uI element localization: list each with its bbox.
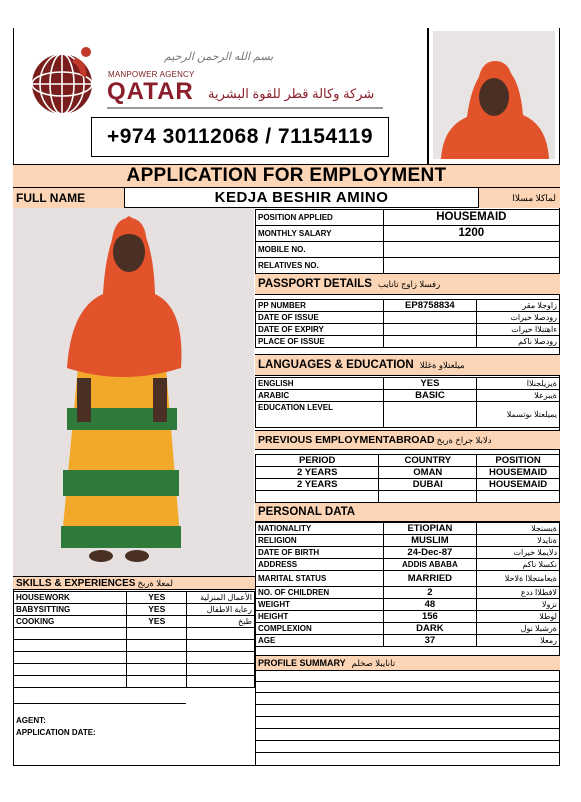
agency-logo bbox=[28, 44, 388, 116]
position-cell bbox=[477, 491, 560, 503]
table-header-row bbox=[256, 455, 560, 467]
height-arabic: لوطلا bbox=[477, 611, 560, 623]
address-value: ADDIS ABABA bbox=[383, 559, 477, 571]
table-row bbox=[256, 599, 560, 611]
personal-data-table bbox=[255, 522, 560, 647]
salary-label: MONTHLY SALARY bbox=[256, 226, 384, 242]
religion-label: RELIGION bbox=[256, 535, 384, 547]
table-row bbox=[256, 491, 560, 503]
cooking-arabic: طبخ bbox=[187, 616, 255, 628]
logo-underline bbox=[107, 107, 383, 109]
complexion-value: DARK bbox=[383, 623, 477, 635]
table-row bbox=[14, 604, 255, 616]
agency-name: QATAR bbox=[107, 78, 194, 105]
cooking-value: YES bbox=[127, 616, 187, 628]
phone-number: +974 30112068 / 71154119 bbox=[91, 117, 389, 157]
period-cell bbox=[256, 491, 379, 503]
skills-table bbox=[13, 591, 255, 688]
table-row bbox=[256, 258, 560, 274]
housework-value: YES bbox=[127, 592, 187, 604]
table-row bbox=[256, 623, 560, 635]
passport-section-header bbox=[255, 273, 560, 295]
table-row bbox=[256, 300, 560, 312]
mobile-value bbox=[383, 242, 559, 258]
relatives-value bbox=[383, 258, 559, 274]
address-label: ADDRESS bbox=[256, 559, 384, 571]
passport-table bbox=[255, 299, 560, 348]
table-row bbox=[14, 664, 255, 676]
complexion-arabic: ةرشبلا نول bbox=[477, 623, 560, 635]
languages-section-header bbox=[255, 354, 560, 376]
age-value: 37 bbox=[383, 635, 477, 647]
table-row bbox=[256, 559, 560, 571]
pp-number-label: PP NUMBER bbox=[256, 300, 384, 312]
mobile-label: MOBILE NO. bbox=[256, 242, 384, 258]
table-row bbox=[14, 676, 255, 688]
english-arabic: ةيزيلجنلاا bbox=[477, 378, 560, 390]
table-row bbox=[256, 571, 560, 587]
profile-line bbox=[255, 704, 560, 705]
issue-place-value bbox=[383, 336, 477, 348]
previous-employment-table bbox=[255, 454, 560, 503]
position-cell: HOUSEMAID bbox=[477, 479, 560, 491]
position-cell: HOUSEMAID bbox=[477, 467, 560, 479]
position-table bbox=[255, 209, 560, 274]
full-name-arabic-label: لماكلا مسلاا bbox=[478, 188, 560, 208]
nationality-arabic: ةيسنجلا bbox=[477, 523, 560, 535]
marital-status-label: MARITAL STATUS bbox=[256, 571, 384, 587]
profile-summary-title-arabic: تانايبلا صخلم bbox=[351, 657, 396, 668]
profile-summary-section-header bbox=[255, 655, 560, 671]
dob-value: 24-Dec-87 bbox=[383, 547, 477, 559]
nationality-label: NATIONALITY bbox=[256, 523, 384, 535]
table-row bbox=[256, 402, 560, 428]
country-cell bbox=[379, 491, 477, 503]
pp-number-value: EP8758834 bbox=[383, 300, 477, 312]
issue-place-arabic: رودصلا ناكم bbox=[477, 336, 560, 348]
personal-data-section-header bbox=[255, 502, 560, 522]
table-row bbox=[256, 523, 560, 535]
full-name-value: KEDJA BESHIR AMINO bbox=[214, 189, 389, 206]
children-label: NO. OF CHILDREN bbox=[256, 587, 384, 599]
previous-employment-title: PREVIOUS EMPLOYMENTABROAD bbox=[258, 434, 435, 446]
profile-line bbox=[255, 692, 560, 693]
babysitting-value: YES bbox=[127, 604, 187, 616]
weight-value: 48 bbox=[383, 599, 477, 611]
issue-date-arabic: رودصلا خيرات bbox=[477, 312, 560, 324]
applicant-portrait-photo bbox=[433, 31, 555, 159]
country-cell: DUBAI bbox=[379, 479, 477, 491]
profile-line bbox=[255, 740, 560, 741]
expiry-date-arabic: ءاهتنلاا خيرات bbox=[477, 324, 560, 336]
table-row bbox=[256, 535, 560, 547]
issue-date-value bbox=[383, 312, 477, 324]
profile-summary-title: PROFILE SUMMARY bbox=[258, 658, 346, 668]
address-arabic: نكسلا ناكم bbox=[477, 559, 560, 571]
table-row bbox=[256, 479, 560, 491]
full-name-label: FULL NAME bbox=[13, 188, 125, 208]
babysitting-arabic: رعاية الاطفال bbox=[187, 604, 255, 616]
nationality-value: ETIOPIAN bbox=[383, 523, 477, 535]
skills-line bbox=[13, 703, 186, 704]
english-label: ENGLISH bbox=[256, 378, 384, 390]
babysitting-label: BABYSITTING bbox=[14, 604, 127, 616]
country-cell: OMAN bbox=[379, 467, 477, 479]
issue-date-label: DATE OF ISSUE bbox=[256, 312, 384, 324]
header-divider bbox=[427, 28, 429, 164]
age-label: AGE bbox=[256, 635, 384, 647]
bismillah-text: بسم الله الرحمن الرحيم bbox=[164, 51, 274, 63]
table-row bbox=[256, 210, 560, 226]
table-row bbox=[256, 378, 560, 390]
table-row bbox=[14, 640, 255, 652]
period-cell: 2 YEARS bbox=[256, 479, 379, 491]
table-row bbox=[256, 324, 560, 336]
skills-title: SKILLS & EXPERIENCES bbox=[16, 577, 136, 589]
applicant-full-body-photo bbox=[13, 208, 254, 576]
table-row bbox=[256, 336, 560, 348]
height-label: HEIGHT bbox=[256, 611, 384, 623]
arabic-value: BASIC bbox=[383, 390, 477, 402]
issue-place-label: PLACE OF ISSUE bbox=[256, 336, 384, 348]
education-arabic: يميلعتلا ىوتسملا bbox=[477, 402, 560, 428]
column-divider bbox=[255, 576, 256, 766]
arabic-arabic: ةيبرعلا bbox=[477, 390, 560, 402]
height-value: 156 bbox=[383, 611, 477, 623]
profile-line bbox=[255, 752, 560, 753]
position-value: HOUSEMAID bbox=[383, 210, 559, 226]
education-label: EDUCATION LEVEL bbox=[256, 402, 384, 428]
languages-title-arabic: ميلعتلاو ةغللا bbox=[419, 359, 465, 370]
agency-subtitle: MANPOWER AGENCY bbox=[108, 70, 195, 79]
housework-label: HOUSEWORK bbox=[14, 592, 127, 604]
children-value: 2 bbox=[383, 587, 477, 599]
table-row bbox=[14, 592, 255, 604]
expiry-date-value bbox=[383, 324, 477, 336]
country-header: COUNTRY bbox=[379, 455, 477, 467]
weight-label: WEIGHT bbox=[256, 599, 384, 611]
table-row bbox=[14, 616, 255, 628]
form-title: APPLICATION FOR EMPLOYMENT bbox=[13, 164, 560, 188]
table-row bbox=[256, 390, 560, 402]
languages-title: LANGUAGES & EDUCATION bbox=[258, 359, 414, 371]
application-date-label: APPLICATION DATE: bbox=[16, 728, 96, 737]
skills-section-header bbox=[13, 576, 255, 590]
passport-title: PASSPORT DETAILS bbox=[258, 278, 372, 290]
religion-arabic: ةنايدلا bbox=[477, 535, 560, 547]
table-row bbox=[256, 226, 560, 242]
personal-data-title: PERSONAL DATA bbox=[258, 506, 356, 518]
cooking-label: COOKING bbox=[14, 616, 127, 628]
previous-employment-section-header bbox=[255, 430, 560, 450]
profile-line bbox=[255, 681, 560, 682]
table-row bbox=[14, 652, 255, 664]
profile-line bbox=[255, 716, 560, 717]
position-label: POSITION APPLIED bbox=[256, 210, 384, 226]
period-header: PERIOD bbox=[256, 455, 379, 467]
table-row bbox=[256, 242, 560, 258]
agency-arabic-name: شركة وكالة قطر للقوة البشرية bbox=[208, 86, 375, 101]
complexion-label: COMPLEXION bbox=[256, 623, 384, 635]
previous-employment-title-arabic: دلابلا جراخ ةربخ bbox=[436, 434, 492, 445]
period-cell: 2 YEARS bbox=[256, 467, 379, 479]
position-header: POSITION bbox=[477, 455, 560, 467]
table-row bbox=[256, 312, 560, 324]
dob-label: DATE OF BIRTH bbox=[256, 547, 384, 559]
table-row bbox=[14, 628, 255, 640]
table-row bbox=[256, 587, 560, 599]
table-row bbox=[256, 547, 560, 559]
languages-table bbox=[255, 377, 560, 428]
relatives-label: RELATIVES NO. bbox=[256, 258, 384, 274]
age-arabic: رمعلا bbox=[477, 635, 560, 647]
skills-title-arabic: لمعلا ةربخ bbox=[137, 577, 173, 588]
dob-arabic: دلايملا خيرات bbox=[477, 547, 560, 559]
children-arabic: لافطلاا ددع bbox=[477, 587, 560, 599]
religion-value: MUSLIM bbox=[383, 535, 477, 547]
salary-value: 1200 bbox=[383, 226, 559, 242]
arabic-label: ARABIC bbox=[256, 390, 384, 402]
expiry-date-label: DATE OF EXPIRY bbox=[256, 324, 384, 336]
table-row bbox=[256, 635, 560, 647]
education-value bbox=[383, 402, 477, 428]
table-row bbox=[256, 467, 560, 479]
housework-arabic: الأعمال المنزلية bbox=[187, 592, 255, 604]
full-name-row bbox=[13, 188, 560, 208]
english-value: YES bbox=[383, 378, 477, 390]
passport-title-arabic: رفسلا زاوج تانايب bbox=[377, 278, 441, 289]
pp-number-arabic: زاوجلا مقر bbox=[477, 300, 560, 312]
globe-logo-icon bbox=[28, 44, 100, 116]
weight-arabic: نزولا bbox=[477, 599, 560, 611]
marital-status-arabic: ةيعامتجلاا ةلاحلا bbox=[477, 571, 560, 587]
marital-status-value: MARRIED bbox=[383, 571, 477, 587]
agent-label: AGENT: bbox=[16, 716, 46, 725]
table-row bbox=[256, 611, 560, 623]
profile-line bbox=[255, 728, 560, 729]
